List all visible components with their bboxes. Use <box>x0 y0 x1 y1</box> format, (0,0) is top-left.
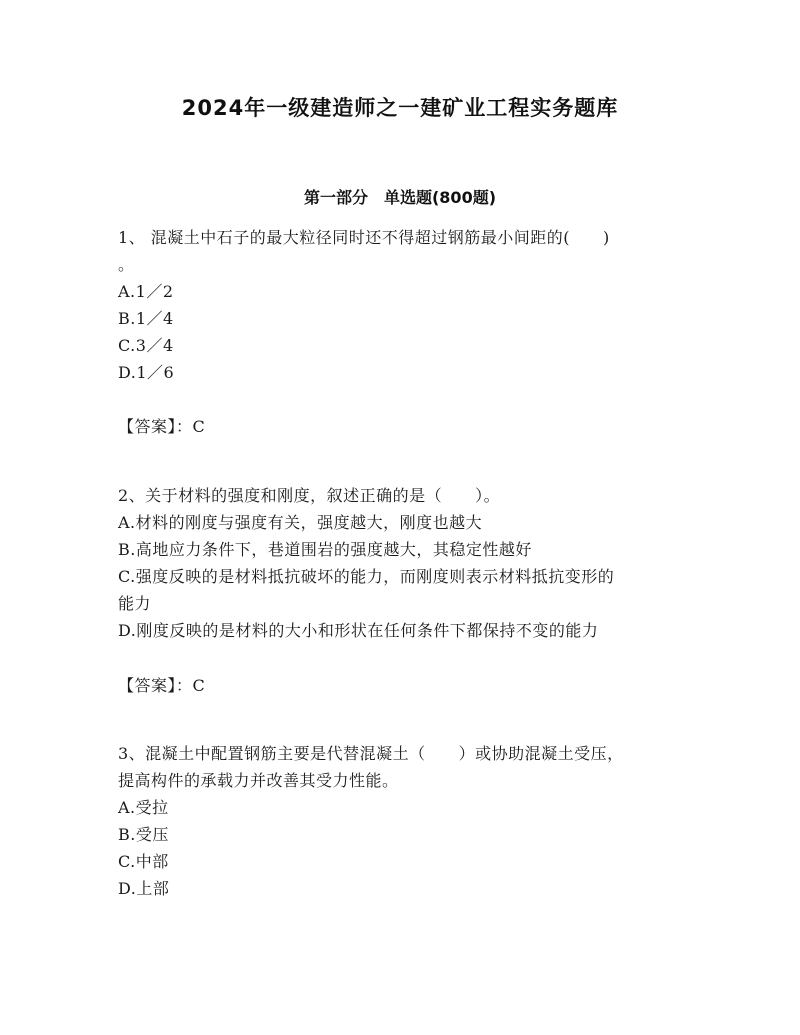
question-2-option-d: D.刚度反映的是材料的大小和形状在任何条件下都保持不变的能力 <box>118 621 599 640</box>
question-3-option-a: A.受拉 <box>118 798 169 817</box>
question-1-stem-line1: 1、 混凝土中石子的最大粒径同时还不得超过钢筋最小间距的( ) <box>118 228 610 247</box>
question-2-stem: 2、关于材料的强度和刚度，叙述正确的是（ ）。 <box>118 486 501 505</box>
question-1-answer: 【答案】：C <box>118 417 206 436</box>
question-2 <box>118 482 678 644</box>
question-1-option-d: D.1／6 <box>118 363 175 382</box>
question-3-option-c: C.中部 <box>118 852 169 871</box>
question-3-option-d: D.上部 <box>118 879 170 898</box>
question-1 <box>118 224 678 386</box>
question-1-option-a: A.1／2 <box>118 282 174 301</box>
question-2-option-a: A.材料的刚度与强度有关，强度越大，刚度也越大 <box>118 513 483 532</box>
question-2-answer: 【答案】：C <box>118 676 206 695</box>
question-1-stem-line2: 。 <box>118 255 135 274</box>
question-3-option-b: B.受压 <box>118 825 169 844</box>
question-3 <box>118 740 678 902</box>
question-2-option-b: B.高地应力条件下，巷道围岩的强度越大，其稳定性越好 <box>118 540 532 559</box>
document-title: 2024年一级建造师之一建矿业工程实务题库 <box>181 96 619 120</box>
question-3-stem-line1: 3、混凝土中配置钢筋主要是代替混凝土（ ）或协助混凝土受压， <box>118 744 624 763</box>
section-title: 第一部分 单选题(800题) <box>303 188 497 207</box>
question-3-stem-line2: 提高构件的承载力并改善其受力性能。 <box>118 771 399 790</box>
question-2-option-c-cont: 能力 <box>118 594 152 613</box>
question-1-option-c: C.3／4 <box>118 336 174 355</box>
question-2-option-c: C.强度反映的是材料抵抗破坏的能力，而刚度则表示材料抵抗变形的 <box>118 567 615 586</box>
question-1-option-b: B.1／4 <box>118 309 174 328</box>
